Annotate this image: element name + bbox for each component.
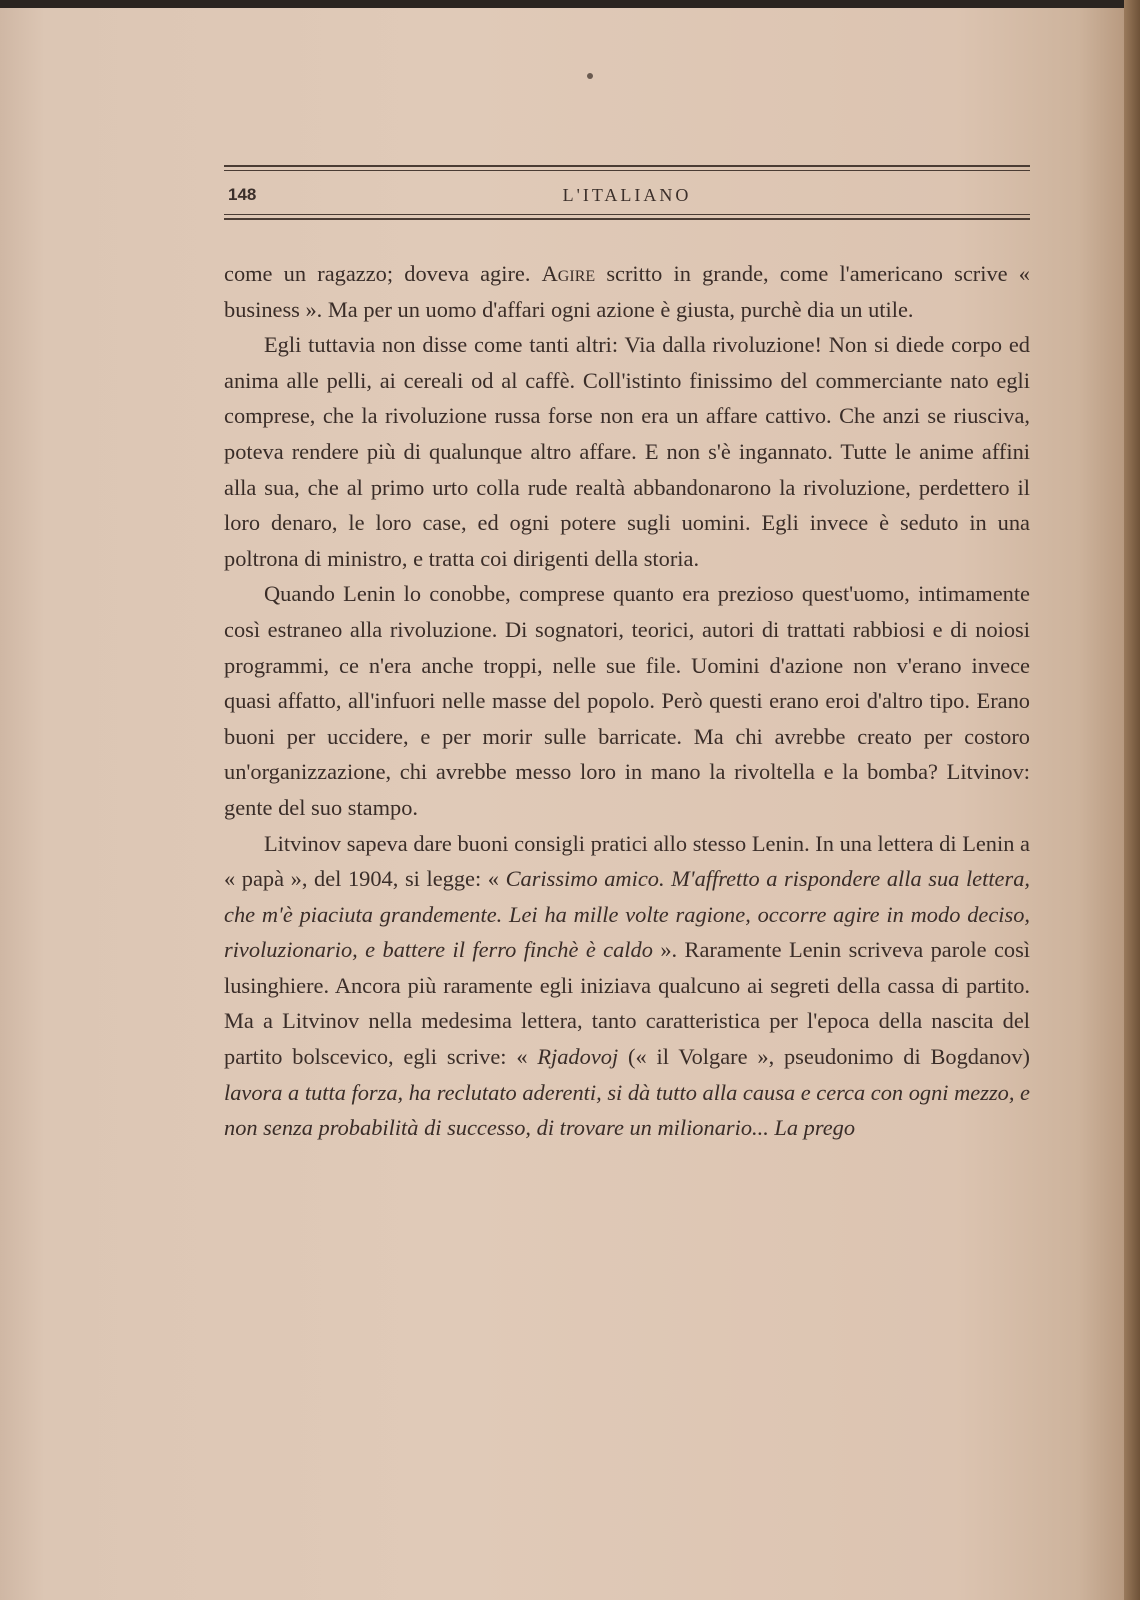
quotation-italic: Rjadovoj xyxy=(537,1044,619,1070)
page-number: 148 xyxy=(228,185,257,204)
paragraph: Litvinov sapeva dare buoni consigli pratici allo stesso Lenin. In una lettera di Lenin a « papà », del 1904, si legge: « Carissimo amico. M'affretto a rispondere alla sua lettera, che m'è piaciuta grandemente. Lei ha mille volte ragione, occorre agire in modo deciso, rivoluzionario, e battere il ferro finchè è caldo ». Raramente Lenin scriveva parole così lusinghiere. Ancora più raramente egli iniziava qualcuno ai segreti della cassa di partito. Ma a Litvinov nella medesima lettera, tanto caratteristica per l'epoca della nascita del partito bolscevico, egli scrive: « Rjadovoj (« il Volgare », pseudonimo di Bogdanov) lavora a tutta forza, ha reclutato aderenti, si dà tutto alla causa e cerca con ogni mezzo, e non senza probabilità di successo, di trovare un milionario... La prego xyxy=(224,830,1031,1141)
page-header xyxy=(224,185,1030,211)
book-page xyxy=(0,8,1124,1600)
header-rule-top-thin xyxy=(224,170,1030,171)
emphasis-smallcaps: Agire xyxy=(541,261,596,286)
body-text xyxy=(224,256,1030,1146)
header-rule-bottom xyxy=(224,218,1030,220)
paragraph: Quando Lenin lo conobbe, comprese quanto era prezioso quest'uomo, intimamente così estraneo alla rivoluzione. Di sognatori, teorici, autori di trattati rabbiosi e di noiosi programmi, ce n'era anche troppi, nelle sue file. Uomini d'azione non v'erano invece quasi affatto, all'infuori nelle masse del popolo. Però questi erano eroi d'altro tipo. Erano buoni per uccidere, e per morir sulle barricate. Ma chi avrebbe creato per costoro un'organizzazione, chi avrebbe messo loro in mano la rivoltella e la bomba? Litvinov: gente del suo stampo. xyxy=(224,581,1030,820)
header-rule-bottom-thin xyxy=(224,214,1030,215)
running-title: L'ITALIANO xyxy=(562,185,692,205)
page-edge xyxy=(1124,0,1140,1600)
ink-dot xyxy=(587,73,593,79)
quotation-italic: Carissimo amico. M'affretto a rispondere alla sua lettera, che m'è piaciuta grandemente. Lei ha mille volte ragione, occorre agire in modo deciso, rivoluzionario, e battere il ferro finchè è caldo xyxy=(224,866,1030,963)
paragraph: Egli tuttavia non disse come tanti altri: Via dalla rivoluzione! Non si diede corpo ed anima alle pelli, ai cereali od al caffè. Coll'istinto finissimo del commerciante nato egli comprese, che la rivoluzione russa forse non era un affare cattivo. Che anzi se riusciva, poteva rendere più di qualunque altro affare. E non s'è ingannato. Tutte le anime affini alla sua, che al primo urto colla rude realtà abbandonarono la rivoluzione, perdettero il loro denaro, le loro case, ed ogni potere sugli uomini. Egli invece è seduto in una poltrona di ministro, e tratta coi dirigenti della storia. xyxy=(224,332,1030,571)
paragraph: come un ragazzo; doveva agire. Agire scritto in grande, come l'americano scrive « business ». Ma per un uomo d'affari ogni azione è giusta, purchè dia un utile. xyxy=(224,261,1030,322)
header-rule-top xyxy=(224,165,1030,167)
quotation-italic: lavora a tutta forza, ha reclutato aderenti, si dà tutto alla causa e cerca con ogni mezzo, e non senza probabilità di successo, di trovare un milionario... La prego xyxy=(224,1079,1030,1141)
